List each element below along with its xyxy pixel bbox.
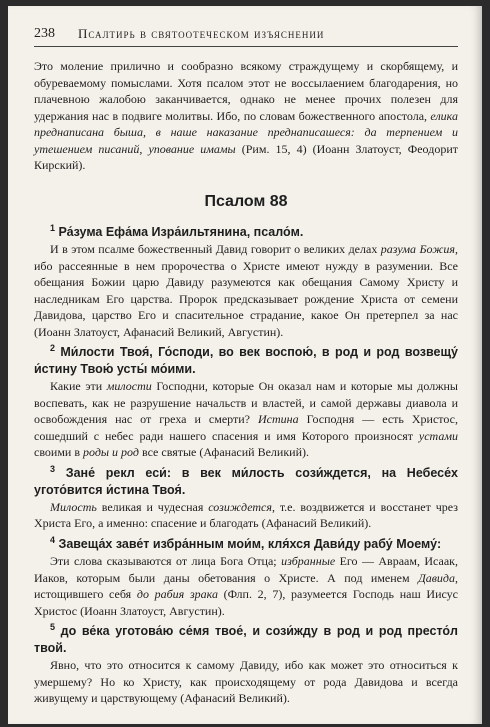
commentary-4 bbox=[34, 553, 458, 619]
commentary-italic: Давида bbox=[418, 570, 455, 585]
verse-4 bbox=[34, 532, 458, 553]
intro-citation: (Рим. 15, 4) (Иоанн Златоуст, Феодорит Кирский). bbox=[34, 141, 458, 172]
commentary-italic: Истина bbox=[257, 412, 299, 427]
verse-number: 5 bbox=[50, 622, 56, 633]
header-rule bbox=[34, 46, 458, 47]
commentary-italic: разума Божия bbox=[380, 242, 455, 257]
verse-3 bbox=[34, 461, 458, 499]
psalm-title: Псалом 88 bbox=[204, 192, 288, 210]
intro-text: Это моление прилично и сообразно всякому страждущему и скорбящему, и обуреваемому помыслами. Хотя псалом этот не воссылаением благодарения, но плачевною жалобою заканчивается, однако не менее прочих полезен для удержания нас в подвиге молитвы. Ибо, по словам божественного апостола, bbox=[34, 59, 458, 123]
commentary-text: (Флп. 2, 7), разумеется Господь наш Иисус Христос (Иоанн Златоуст, Августин). bbox=[34, 587, 458, 618]
commentary-italic: Милость bbox=[50, 499, 97, 514]
verse-text: Зане́ рекл еси́: в век ми́лость сози́ждется, на Небесе́х угото́вится и́стина Твоя́. bbox=[34, 465, 458, 497]
verse-2 bbox=[34, 340, 458, 378]
commentary-2 bbox=[34, 378, 458, 461]
commentary-text: своими в bbox=[34, 445, 84, 460]
commentary-text: , т.е. воздвижется и восстанет чрез Христа Его, а именно: спасение и благодать (Афанасий Великий). bbox=[34, 499, 458, 531]
verse-text: Ми́лости Твоя́, Го́споди, во век воспою́, в род и род возвещу́ и́стину Твою́ усты́ мо́ими. bbox=[34, 345, 458, 377]
book-page bbox=[8, 6, 482, 724]
verse-text: Ра́зума Ефа́ма Изра́ильтянина, псало́м. bbox=[58, 225, 304, 240]
verse-text: Завеща́х заве́т избра́нным мои́м, кля́хся Дави́ду рабу́ Моему́: bbox=[58, 537, 442, 552]
commentary-italic: созиждется bbox=[208, 499, 272, 514]
commentary-text: великая и чудесная bbox=[96, 499, 209, 514]
commentary-text: Господня — есть Христос, сошедший с небес ради нашего спасения и имя Которого произносят bbox=[34, 412, 458, 443]
verse-number: 2 bbox=[50, 343, 56, 354]
commentary-3 bbox=[34, 499, 458, 532]
commentary-text: , истощившего себя bbox=[34, 570, 458, 602]
running-title: Псалтирь в святоотеческом изъяснении bbox=[78, 26, 325, 41]
verse-number: 4 bbox=[50, 534, 56, 545]
verse-1 bbox=[34, 220, 458, 241]
commentary-text: Его — Авраам, Исаак, Иаков, которым были даны обетования о Христе. А под именем bbox=[34, 554, 459, 585]
commentary-5 bbox=[34, 657, 458, 707]
commentary-text: Явно, что это относится к самому Давиду, ибо как может это относиться к умершему? Но ко Христу, как происходящему от рода Давидова и всегда живущему и царствующему (Афанасий Великий). bbox=[34, 658, 458, 706]
page-body bbox=[34, 58, 458, 707]
commentary-italic: до рабия зрака bbox=[136, 587, 218, 602]
commentary-text: все святые (Афанасий Великий). bbox=[138, 445, 309, 460]
commentary-text: И в этом псалме божественный Давид говорит о великих делах bbox=[50, 242, 381, 257]
commentary-text: Господни, которые Он оказал нам и которые мы должны воспевать, как не разрушение начальств и властей, и самой державы диавола и освобождения нас от греха и смерти? bbox=[34, 379, 458, 427]
commentary-italic: избранные bbox=[281, 554, 336, 569]
commentary-text: Эти слова сказываются от лица Бога Отца; bbox=[50, 554, 282, 569]
commentary-italic: устами bbox=[418, 428, 458, 443]
verse-number: 3 bbox=[50, 463, 56, 474]
commentary-1 bbox=[34, 241, 458, 340]
commentary-text: Какие эти bbox=[50, 379, 107, 394]
verse-number: 1 bbox=[50, 223, 56, 233]
page-number: 238 bbox=[34, 26, 55, 41]
commentary-text: , ибо рассеянные в нем пророчества о Христе имеют нужду в разумении. Все обещания Божии царю Давиду разумеются как обещания Самому Христу и наследникам Его царства. Пророк предсказывает рождение Христа от семени Давидова, царство Его и спасительное страдание, какое Он претерпел за нас (Иоанн Златоуст, Афанасий Великий, Августин). bbox=[34, 242, 458, 339]
intro-paragraph bbox=[34, 58, 458, 174]
commentary-italic: роды и род bbox=[83, 445, 139, 460]
verse-5 bbox=[34, 619, 458, 657]
page-header bbox=[34, 26, 458, 46]
commentary-italic: милости bbox=[106, 379, 152, 394]
intro-quote: елика преднаписана быша, в наше наказание преднаписашеся: да терпением и утешением писаний, упование имамы bbox=[34, 108, 458, 156]
verse-text: до ве́ка уготова́ю се́мя твое́, и сози́жду в род и род престо́л твой. bbox=[34, 624, 459, 656]
